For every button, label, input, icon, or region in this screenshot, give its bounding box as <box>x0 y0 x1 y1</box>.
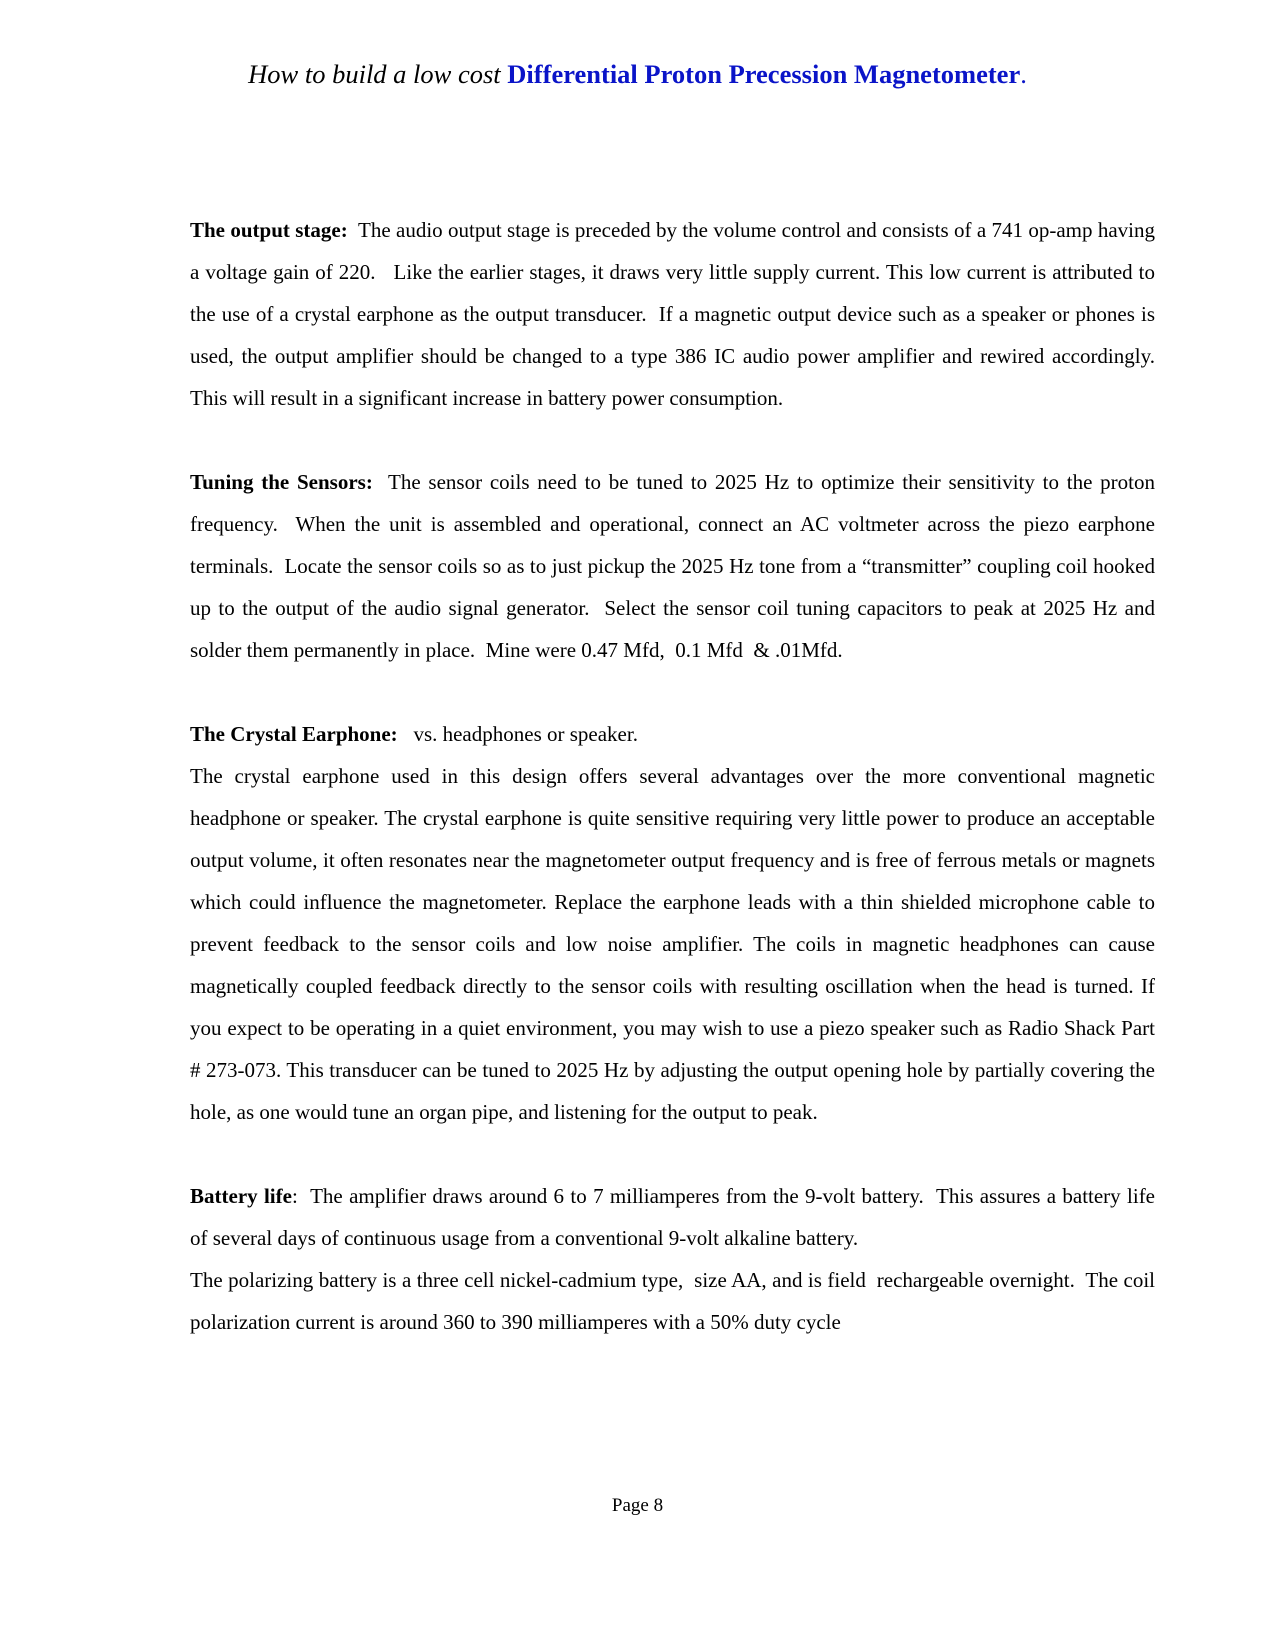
section-text: The audio output stage is preceded by the volume control and consists of a 741 op-amp having a voltage gain of 220. Like the earlier stages, it draws very little supply current. This low current is attributed to the use of a crystal earphone as the output transducer. If a magnetic output device such as a speaker or phones is used, the output amplifier should be changed to a type 386 IC audio power amplifier and rewired accordingly. This will result in a significant increase in battery power consumption. <box>190 218 1166 410</box>
section-paragraph <box>190 461 1161 671</box>
section-paragraph <box>190 209 1166 419</box>
section-heading: Tuning the Sensors: <box>190 470 373 494</box>
document-body <box>190 209 1166 1371</box>
page-number: Page 8 <box>611 1495 664 1516</box>
header-lead-text: How to build a low cost <box>248 59 508 89</box>
section-subtitle: vs. headphones or speaker. <box>397 722 638 746</box>
section-crystal-earphone <box>190 713 1155 1133</box>
section-paragraph: The polarizing battery is a three cell nickel-cadmium type, size AA, and is field rechargeable overnight. The coil polarization current is around 360 to 390 milliamperes with a 50% duty cycle <box>190 1268 1161 1334</box>
section-paragraph <box>190 1175 1161 1259</box>
section-output-stage <box>190 209 1166 419</box>
section-paragraph <box>190 713 1155 755</box>
section-paragraph: The crystal earphone used in this design offers several advantages over the more conventional magnetic headphone or speaker. The crystal earphone is quite sensitive requiring very little power to produce an acceptable output volume, it often resonates near the magnetometer output frequency and is free of ferrous metals or magnets which could influence the magnetometer. Replace the earphone leads with a thin shielded microphone cable to prevent feedback to the sensor coils and low noise amplifier. The coils in magnetic headphones can cause magnetically coupled feedback directly to the sensor coils with resulting oscillation when the head is turned. If you expect to be operating in a quiet environment, you may wish to use a piezo speaker such as Radio Shack Part # 273-073. This transducer can be tuned to 2025 Hz by adjusting the output opening hole by partially covering the hole, as one would tune an organ pipe, and listening for the output to peak. <box>190 764 1155 1124</box>
section-text: : The amplifier draws around 6 to 7 milliamperes from the 9-volt battery. This assures a battery life of several days of continuous usage from a conventional 9-volt alkaline battery. <box>190 1184 1161 1250</box>
document-title: Differential Proton Precession Magnetometer <box>507 59 1021 89</box>
header-trailing-period: . <box>1020 59 1027 89</box>
section-heading: The output stage: <box>190 218 348 242</box>
section-tuning-sensors <box>190 461 1161 671</box>
document-header <box>0 58 1275 90</box>
section-battery-life <box>190 1175 1161 1343</box>
section-heading: The Crystal Earphone: <box>190 722 398 746</box>
section-text: The sensor coils need to be tuned to 2025 Hz to optimize their sensitivity to the proton frequency. When the unit is assembled and operational, connect an AC voltmeter across the piezo earphone terminals. Locate the sensor coils so as to just pickup the 2025 Hz tone from a “transmitter” coupling coil hooked up to the output of the audio signal generator. Select the sensor coil tuning capacitors to peak at 2025 Hz and solder them permanently in place. Mine were 0.47 Mfd, 0.1 Mfd & .01Mfd. <box>190 470 1161 662</box>
section-heading: Battery life <box>190 1184 292 1208</box>
